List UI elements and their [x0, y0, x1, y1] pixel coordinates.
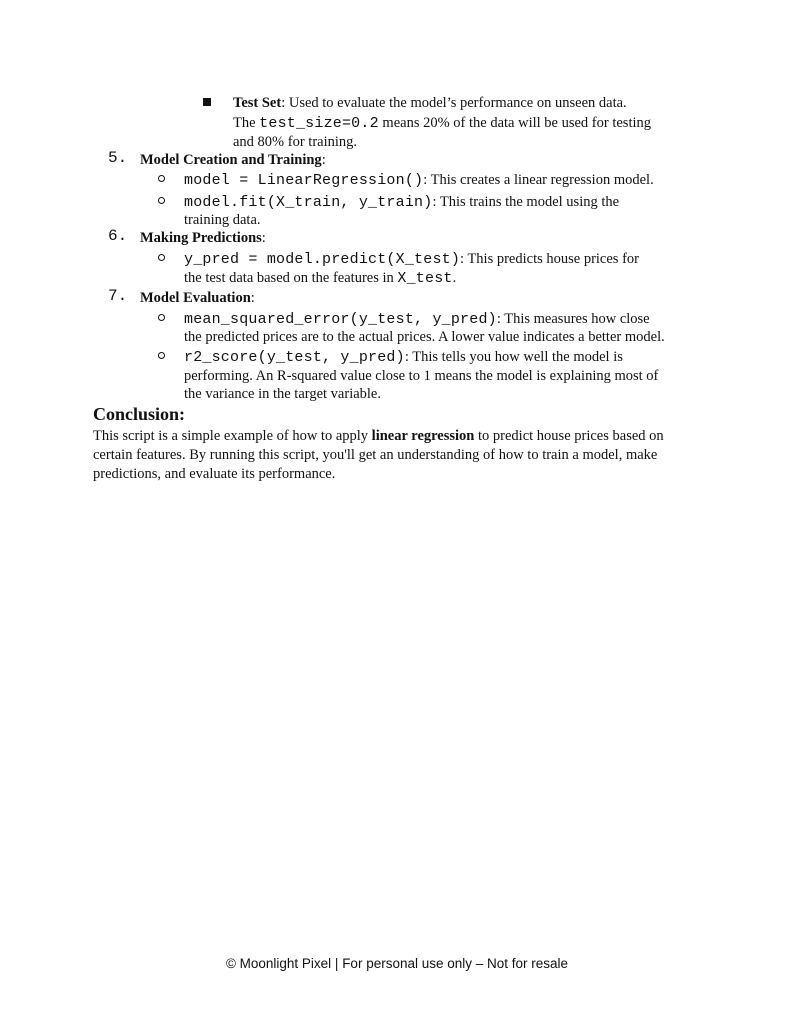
step-number: 6.: [108, 227, 128, 245]
step-title: [140, 289, 255, 307]
step-title-colon: :: [321, 152, 326, 168]
test-size-code: test_size=0.2: [259, 115, 379, 132]
list-item: [184, 193, 619, 212]
item-desc: : This creates a linear regression model.: [423, 172, 654, 188]
list-item-continuation: performing. An R-squared value close to 1 means the model is explaining most of: [184, 368, 659, 384]
step-number: 7.: [108, 287, 128, 305]
list-item: [184, 171, 654, 190]
code-snippet: y_pred = model.predict(X_test): [184, 251, 461, 268]
item-desc-pre: the test data based on the features in: [184, 270, 398, 286]
square-bullet-icon: [203, 98, 211, 106]
circle-bullet-icon: [158, 352, 165, 359]
circle-bullet-icon: [158, 254, 165, 261]
step-title-text: Model Evaluation: [140, 290, 251, 306]
conclusion-heading: Conclusion:: [93, 404, 186, 424]
item-desc: : This predicts house prices for: [460, 251, 639, 267]
step-title-text: Model Creation and Training: [140, 152, 322, 168]
item-desc: : This trains the model using the: [432, 194, 620, 210]
circle-bullet-icon: [158, 314, 165, 321]
list-item: [184, 348, 623, 367]
list-item: [184, 310, 650, 329]
step-title-colon: :: [261, 230, 266, 246]
item-desc: : This measures how close: [496, 311, 650, 327]
test-set-line-3: and 80% for training.: [233, 134, 358, 150]
list-item-continuation: training data.: [184, 212, 261, 228]
test-set-desc: : Used to evaluate the model’s performance on unseen data.: [281, 95, 627, 111]
conclusion-text-pre: This script is a simple example of how to apply: [93, 428, 372, 444]
code-snippet: r2_score(y_test, y_pred): [184, 349, 405, 366]
list-item-continuation: [184, 269, 456, 288]
item-desc-post: .: [452, 270, 457, 286]
code-snippet: mean_squared_error(y_test, y_pred): [184, 311, 497, 328]
circle-bullet-icon: [158, 175, 165, 182]
list-item-continuation: the predicted prices are to the actual prices. A lower value indicates a better model.: [184, 329, 665, 345]
list-item: [184, 250, 639, 269]
test-set-line2-post: means 20% of the data will be used for testing: [378, 115, 652, 131]
test-set-line2-pre: The: [233, 115, 260, 131]
conclusion-text-post: to predict house prices based on certain features. By running this script, you'll get an understanding of how to train a model, make predictions, and evaluate its performance.: [93, 428, 664, 482]
circle-bullet-icon: [158, 197, 165, 204]
test-set-line-2: [233, 114, 651, 133]
step-number: 5.: [108, 149, 128, 167]
conclusion-text-bold: linear regression: [371, 428, 475, 444]
step-title: [140, 151, 326, 169]
item-desc: : This tells you how well the model is: [404, 349, 623, 365]
step-title: [140, 229, 266, 247]
code-snippet: model = LinearRegression(): [184, 172, 424, 189]
test-set-label: Test Set: [233, 95, 282, 111]
conclusion-paragraph: [93, 427, 703, 484]
code-snippet: model.fit(X_train, y_train): [184, 194, 433, 211]
list-item-continuation: the variance in the target variable.: [184, 386, 381, 402]
step-title-text: Making Predictions: [140, 230, 262, 246]
code-snippet: X_test: [397, 270, 453, 287]
test-set-line-1: [233, 94, 627, 112]
step-title-colon: :: [250, 290, 255, 306]
page-footer: © Moonlight Pixel | For personal use only – Not for resale: [225, 956, 569, 971]
